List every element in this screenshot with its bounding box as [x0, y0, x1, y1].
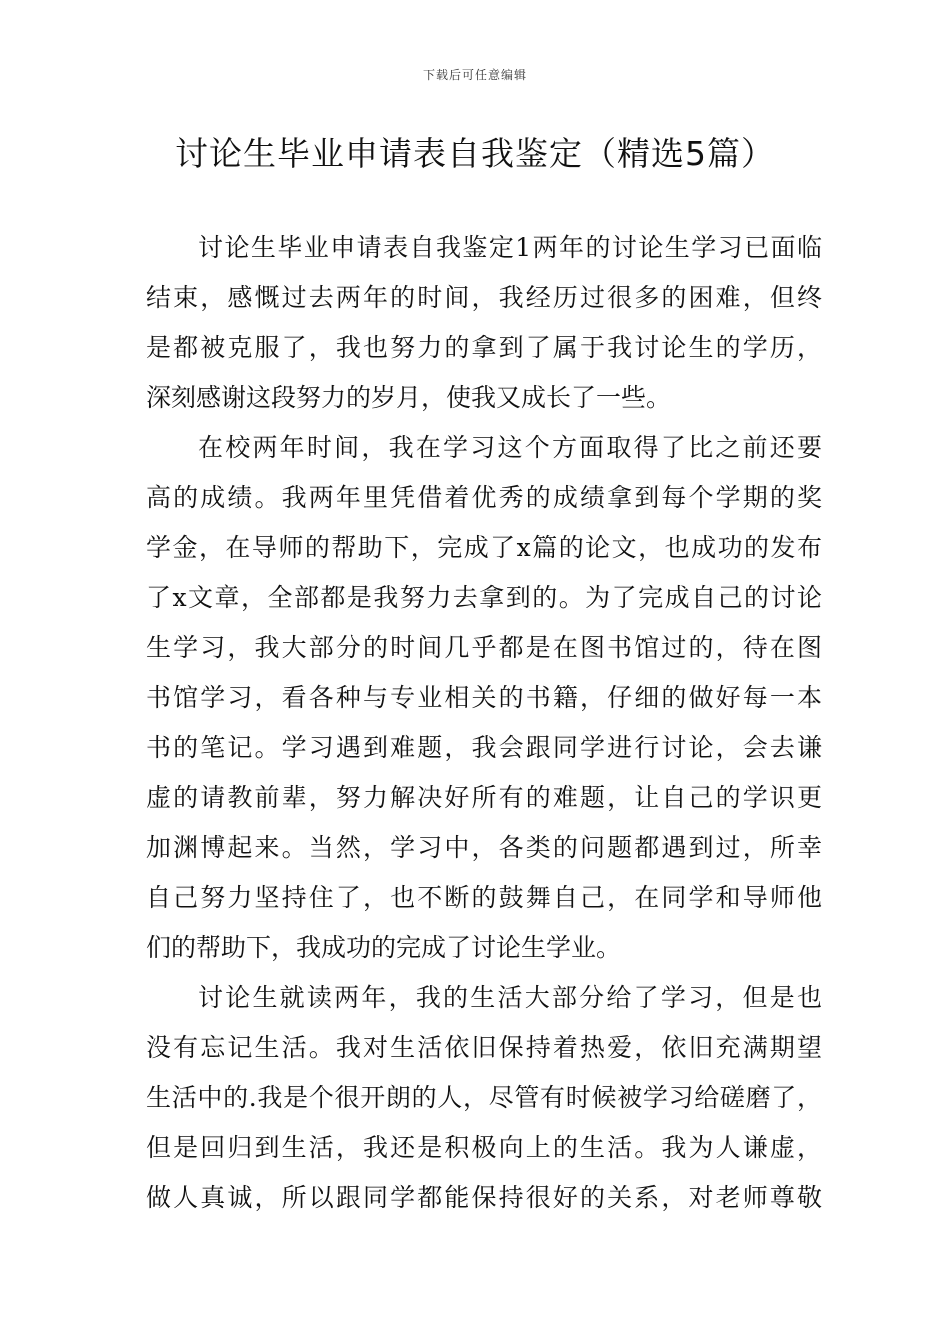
header-note: 下载后可任意编辑 [422, 68, 527, 82]
paragraph-2-line-2: 高的成绩。我两年里凭借着优秀的成绩拿到每个学期的奖 [146, 483, 822, 512]
paragraph-2-line-10: 自己努力坚持住了，也不断的鼓舞自己，在同学和导师他 [146, 883, 822, 912]
paragraph-2-line-11: 们的帮助下，我成功的完成了讨论生学业。 [146, 933, 622, 962]
paragraph-1-line-3: 是都被克服了，我也努力的拿到了属于我讨论生的学历， [146, 333, 822, 362]
paragraph-1-line-2: 结束，感慨过去两年的时间，我经历过很多的困难，但终 [146, 283, 822, 312]
paragraph-3-line-3: 生活中的.我是个很开朗的人，尽管有时候被学习给磋磨了， [146, 1083, 822, 1112]
paragraph-1-line-4: 深刻感谢这段努力的岁月，使我又成长了一些。 [146, 383, 672, 412]
paragraph-3-line-5: 做人真诚，所以跟同学都能保持很好的关系，对老师尊敬 [146, 1183, 822, 1212]
paragraph-2-line-1: 在校两年时间，我在学习这个方面取得了比之前还要 [198, 433, 822, 462]
paragraph-1-line-1: 讨论生毕业申请表自我鉴定1两年的讨论生学习已面临 [198, 233, 822, 262]
paragraph-2-line-9: 加渊博起来。当然，学习中，各类的问题都遇到过，所幸 [146, 833, 822, 862]
paragraph-3-line-1: 讨论生就读两年，我的生活大部分给了学习，但是也 [198, 983, 822, 1012]
paragraph-2-line-8: 虚的请教前辈，努力解决好所有的难题，让自己的学识更 [146, 783, 822, 812]
paragraph-3-line-4: 但是回归到生活，我还是积极向上的生活。我为人谦虚， [146, 1133, 822, 1162]
paragraph-2-line-7: 书的笔记。学习遇到难题，我会跟同学进行讨论，会去谦 [146, 733, 822, 762]
document-title: 讨论生毕业申请表自我鉴定（精选5篇） [175, 134, 775, 173]
paragraph-2-line-5: 生学习，我大部分的时间几乎都是在图书馆过的，待在图 [146, 633, 822, 662]
paragraph-3-line-2: 没有忘记生活。我对生活依旧保持着热爱，依旧充满期望 [146, 1033, 822, 1062]
paragraph-2-line-4: 了x文章，全部都是我努力去拿到的。为了完成自己的讨论 [146, 583, 822, 612]
paragraph-2-line-6: 书馆学习，看各种与专业相关的书籍，仔细的做好每一本 [146, 683, 822, 712]
paragraph-2-line-3: 学金，在导师的帮助下，完成了x篇的论文，也成功的发布 [146, 533, 822, 562]
document-body [146, 228, 822, 1228]
